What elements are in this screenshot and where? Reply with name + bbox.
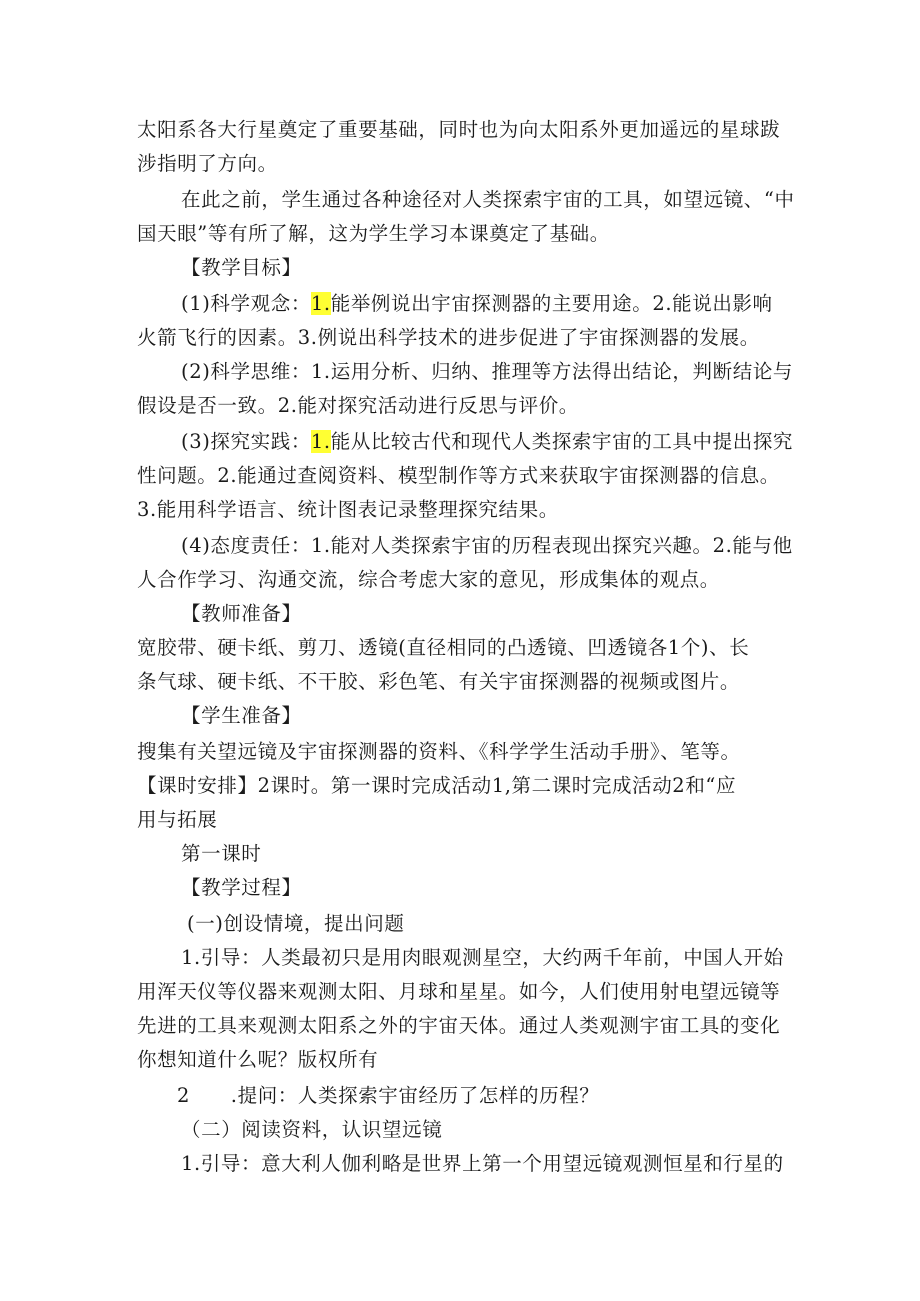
paragraph-line [181,430,793,454]
subsection-heading: （二）阅读资料，认识望远镜 [181,1118,443,1141]
lesson-title: 第一课时 [181,842,262,865]
paragraph-line: 太阳系各大行星奠定了重要基础，同时也为向太阳系外更加遥远的星球跋 [137,118,781,141]
item-text: 能举例说出宇宙探测器的主要用途。2.能说出影响 [330,292,773,315]
paragraph-line: 用浑天仪等仪器来观测太阳、月球和星星。如今，人们使用射电望远镜等 [137,980,781,1003]
paragraph-line: 涉指明了方向。 [137,152,278,175]
item-label: (1)科学观念： [181,292,311,315]
paragraph-line: 1.引导：人类最初只是用肉眼观测星空，大约两千年前，中国人开始 [181,946,784,969]
paragraph-line: 人合作学习、沟通交流，综合考虑大家的意见，形成集体的观点。 [137,568,720,591]
paragraph-line: 3.能用科学语言、统计图表记录整理探究结果。 [137,498,559,521]
paragraph-line: 在此之前，学生通过各种途径对人类探索宇宙的工具，如望远镜、“中 [181,188,795,211]
paragraph-line: 2 .提问：人类探索宇宙经历了怎样的历程？ [177,1084,600,1107]
subsection-heading: (一)创设情境，提出问题 [187,912,405,935]
section-heading-teacher-prep: 【教师准备】 [181,602,302,625]
paragraph-line: 你想知道什么呢？版权所有 [137,1048,379,1071]
paragraph-line [181,292,773,316]
paragraph-line: 用与拓展 [137,808,218,831]
paragraph-line: 条气球、硬卡纸、不干胶、彩色笔、有关宇宙探测器的视频或图片。 [137,670,741,693]
paragraph-line: 火箭飞行的因素。3.例说出科学技术的进步促进了宇宙探测器的发展。 [137,326,760,349]
item-text: 能从比较古代和现代人类探索宇宙的工具中提出探究 [330,430,794,453]
paragraph-line-schedule: 【课时安排】2课时。第一课时完成活动1,第二课时完成活动2和“应 [137,774,737,797]
paragraph-line: 1.引导：意大利人伽利略是世界上第一个用望远镜观测恒星和行星的 [181,1152,784,1175]
paragraph-line: 先进的工具来观测太阳系之外的宇宙天体。通过人类观测宇宙工具的变化 [137,1014,781,1037]
paragraph-line: 国天眼”等有所了解，这为学生学习本课奠定了基础。 [137,222,610,245]
item-label: (3)探究实践： [181,430,311,453]
paragraph-line: (4)态度责任：1.能对人类探索宇宙的历程表现出探究兴趣。2.能与他 [181,534,793,557]
highlighted-number: 1. [310,430,331,453]
paragraph-line: 假设是否一致。2.能对探究活动进行反思与评价。 [137,394,579,417]
paragraph-line: 搜集有关望远镜及宇宙探测器的资料、《科学学生活动手册》、笔等。 [137,740,741,763]
highlighted-number: 1. [310,292,331,315]
paragraph-line: (2)科学思维：1.运用分析、归纳、推理等方法得出结论，判断结论与 [181,360,794,383]
paragraph-line: 性问题。2.能通过查阅资料、模型制作等方式来获取宇宙探测器的信息。 [137,464,780,487]
section-heading-student-prep: 【学生准备】 [181,704,302,727]
paragraph-line: 宽胶带、硬卡纸、剪刀、透镜(直径相同的凸透镜、凹透镜各1个)、长 [137,636,750,659]
section-heading-teaching-process: 【教学过程】 [181,876,302,899]
section-heading-teaching-goals: 【教学目标】 [181,256,302,279]
